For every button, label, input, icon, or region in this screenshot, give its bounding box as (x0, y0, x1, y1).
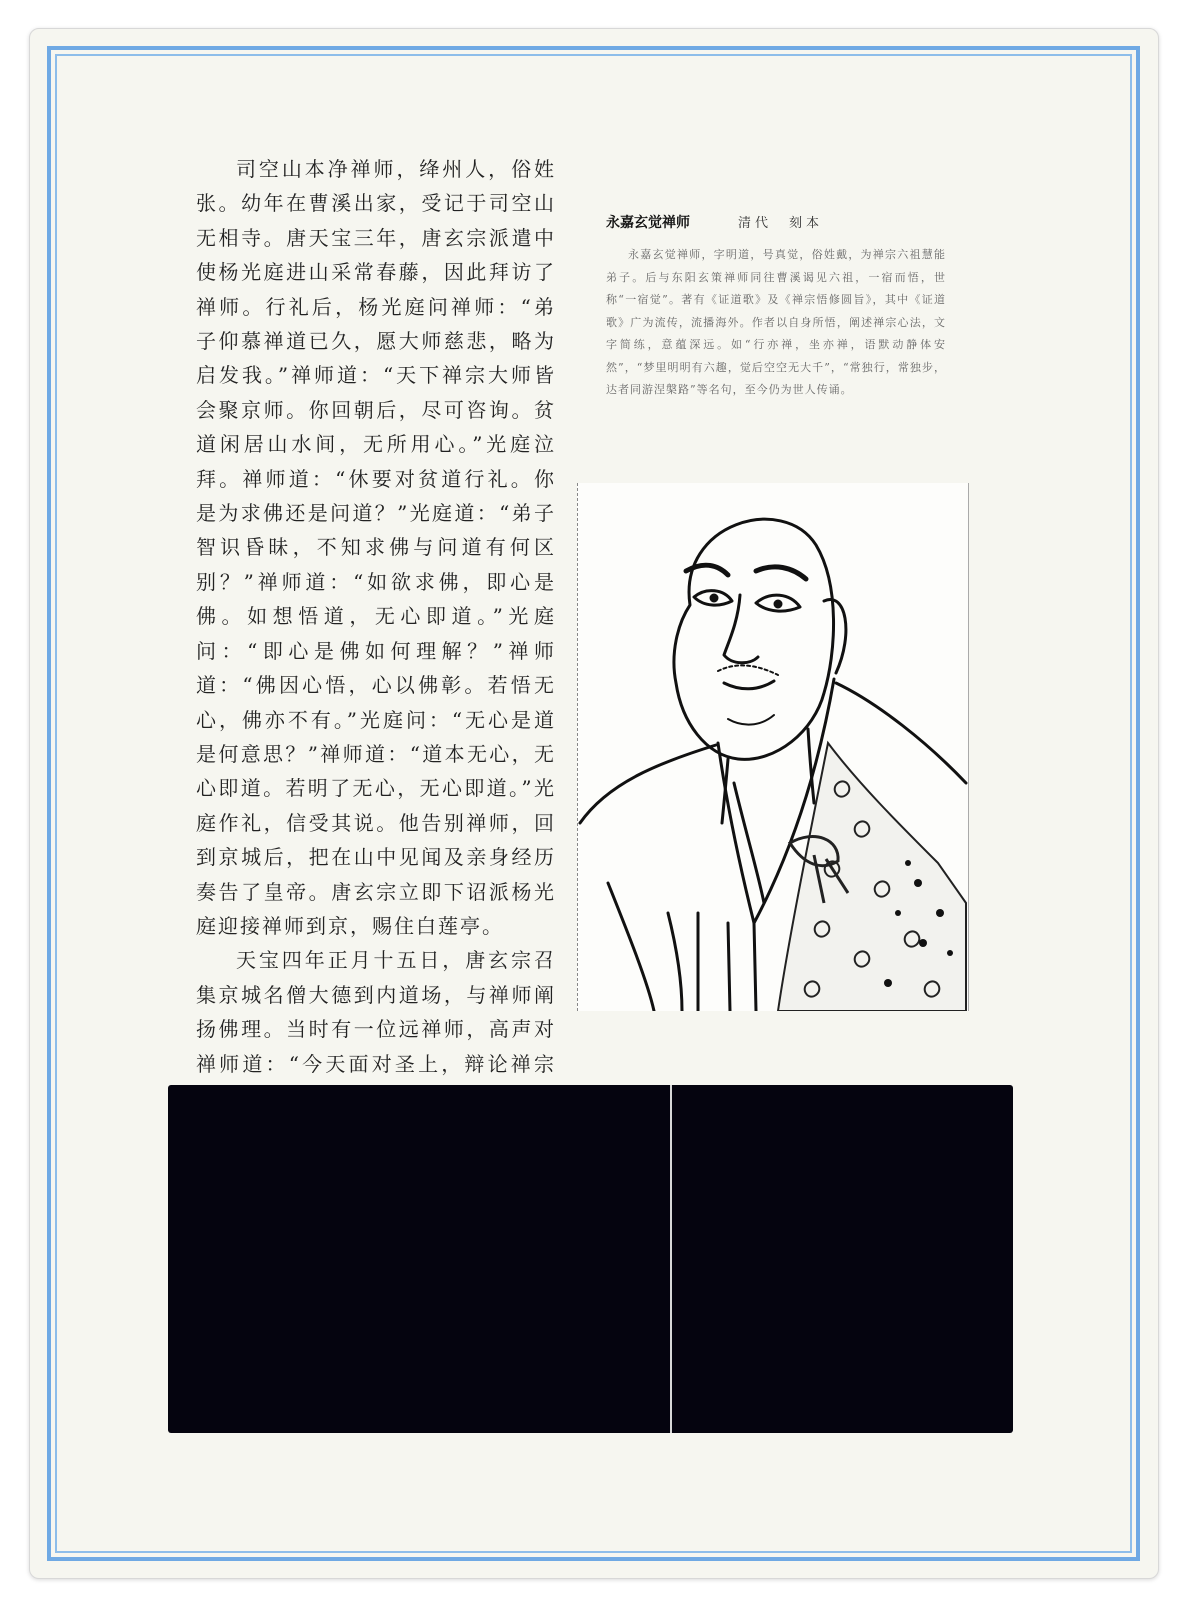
article-paragraph-1: 司空山本净禅师，绛州人，俗姓张。幼年在曹溪出家，受记于司空山无相寺。唐天宝三年，唐玄宗派遣中使杨光庭进山采常春藤，因此拜访了禅师。行礼后，杨光庭问禅师：“弟子仰慕禅道已久，愿大师慈悲，略为启发我。”禅师道：“天下禅宗大师皆会聚京师。你回朝后，尽可咨询。贫道闲居山水间，无所用心。”光庭泣拜。禅师道：“休要对贫道行礼。你是为求佛还是问道？”光庭道：“弟子智识昏昧，不知求佛与问道有何区别？”禅师道：“如欲求佛，即心是佛。如想悟道，无心即道。”光庭问：“即心是佛如何理解？”禅师道：“佛因心悟，心以佛彰。若悟无心，佛亦不有。”光庭问：“无心是道是何意思？”禅师道：“道本无心，无心即道。若明了无心，无心即道。”光庭作礼，信受其说。他告别禅师，回到京城后，把在山中见闻及亲身经历奏告了皇帝。唐玄宗立即下诏派杨光庭迎接禅师到京，赐住白莲亭。 (196, 157, 556, 938)
article-text (196, 152, 556, 1115)
chin (728, 715, 774, 725)
ear (824, 600, 846, 673)
caption-title: 永嘉玄觉禅师 (606, 215, 690, 231)
left-shoulder (580, 745, 716, 823)
right-shoulder (836, 683, 966, 783)
kasaya-pattern (778, 743, 966, 1011)
robe-fold-3 (754, 923, 756, 1011)
video-divider (670, 1085, 672, 1433)
video-player-area[interactable] (168, 1085, 1013, 1433)
robe-fold-2 (728, 923, 730, 1011)
robe-fold-4 (668, 913, 682, 1011)
monk-portrait-illustration (577, 483, 969, 1011)
mouth (724, 681, 774, 689)
robe-collar-left (718, 743, 754, 923)
right-eyebrow (756, 567, 806, 579)
nose (724, 595, 758, 663)
article-paragraph-2: 天宝四年正月十五日，唐玄宗召集京城名僧大德到内道场，与禅师阐扬佛理。当时有一位远禅师，高声对禅师道：“今天面对圣上，辩论禅宗 (196, 948, 556, 1076)
robe-collar-inner (734, 783, 764, 903)
mustache (718, 665, 778, 675)
monk-portrait-drawing (578, 483, 968, 1011)
caption-body: 永嘉玄觉禅师，字明道，号真觉，俗姓戴，为禅宗六祖慧能弟子。后与东阳玄策禅师同往曹溪谒见六祖，一宿而悟，世称“一宿觉”。著有《证道歌》及《禅宗悟修圆旨》，其中《证道歌》广为流传，流播海外。作者以自身所悟，阐述禅宗心法，文字简练，意蕴深远。如“行亦禅，坐亦禅，语默动静体安然”，“梦里明明有六趣，觉后空空无大千”，“常独行，常独步，达者同游涅槃路”等名句，至今仍为世人传诵。 (606, 248, 946, 396)
left-arm (608, 883, 654, 1011)
caption-meta: 清代 刻本 (738, 216, 824, 231)
